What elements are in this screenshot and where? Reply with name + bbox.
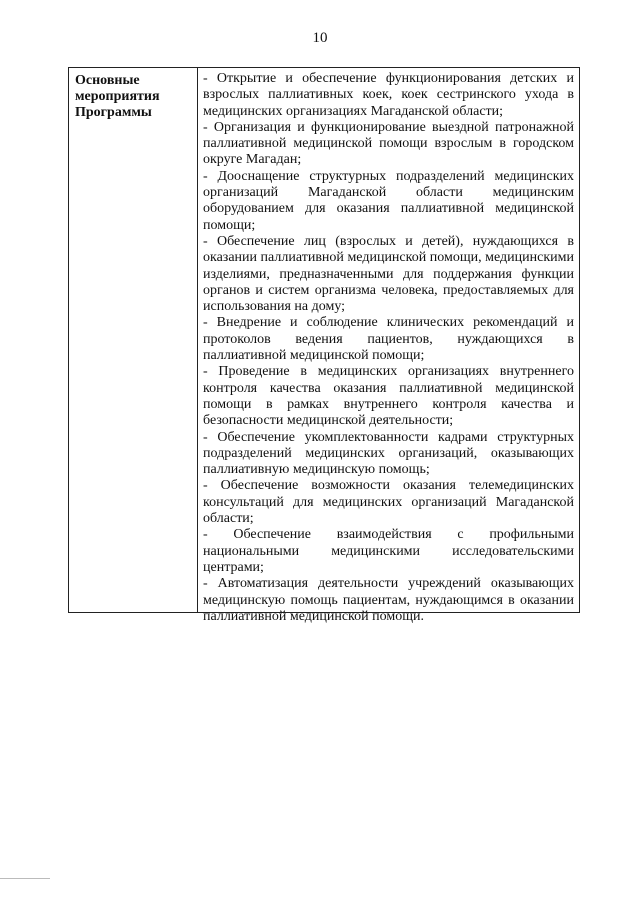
list-item: - Обеспечение лиц (взрослых и детей), нуждающихся в оказании паллиативной медицинской помощи, медицинскими изделиями, предназначенными для поддержания функции органов и систем организма человека, предоставляемых для использования на дому;: [203, 233, 574, 315]
list-item: - Проведение в медицинских организациях внутреннего контроля качества оказания паллиативной медицинской помощи в рамках внутреннего контроля качества и безопасности медицинской деятельности;: [203, 364, 574, 429]
list-item: - Открытие и обеспечение функционирования детских и взрослых паллиативных коек, коек сестринского ухода в медицинских организациях Магаданской области;: [203, 71, 574, 119]
label-line: Основные: [75, 73, 140, 88]
list-item: - Организация и функционирование выездной патронажной паллиативной медицинской помощи взрослым в городском округе Магадан;: [203, 119, 574, 168]
page-number: 10: [312, 30, 328, 46]
label-line: Программы: [75, 105, 152, 120]
list-item: - Обеспечение укомплектованности кадрами структурных подразделений медицинских организаций, оказывающих паллиативную медицинскую помощь;: [203, 429, 574, 478]
row-content-cell: [198, 68, 579, 624]
label-line: мероприятия: [75, 89, 160, 104]
list-item: - Дооснащение структурных подразделений медицинских организаций Магаданской области медицинским оборудованием для оказания паллиативной медицинской помощи;: [203, 168, 574, 233]
list-item: - Обеспечение возможности оказания телемедицинских консультаций для медицинских организаций Магаданской области;: [203, 478, 574, 527]
row-label-cell: [69, 68, 198, 612]
list-item: - Обеспечение взаимодействия с профильными национальными медицинскими исследовательскими центрами;: [203, 527, 574, 575]
list-item: - Автоматизация деятельности учреждений оказывающих медицинскую помощь пациентам, нуждающимся в оказании паллиативной медицинской помощи.: [203, 576, 574, 624]
footer-divider: [0, 878, 50, 879]
list-item: - Внедрение и соблюдение клинических рекомендаций и протоколов ведения пациентов, нуждающихся в паллиативной медицинской помощи;: [203, 315, 574, 364]
program-table: [68, 67, 580, 624]
